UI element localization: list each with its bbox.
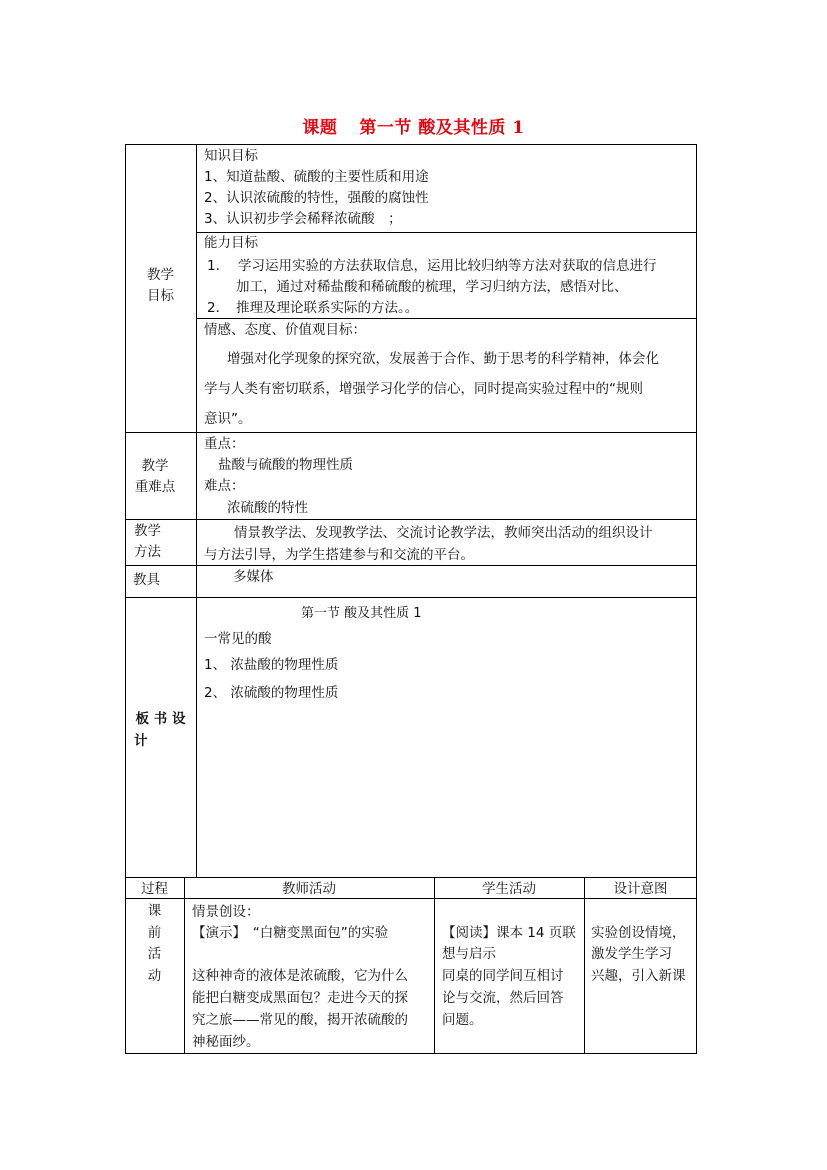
ability-item-number: 2．: [207, 300, 230, 316]
ability-item-text: 推理及理论联系实际的方法。。: [236, 300, 419, 316]
knowledge-heading: 知识目标: [204, 148, 258, 164]
row-divider: [196, 232, 697, 233]
row-divider: [125, 519, 697, 520]
board-line: 2、 浓硫酸的物理性质: [204, 685, 339, 701]
ability-item-text: 加工，通过对稀盐酸和稀硫酸的梳理，学习归纳方法，感悟对比、: [236, 279, 628, 295]
board-line: 1、 浓盐酸的物理性质: [204, 657, 339, 673]
methods-line: 与方法引导，为学生搭建参与和交流的平台。: [204, 547, 474, 563]
emotion-line: 增强对化学现象的探究欲，发展善于合作、勤于思考的科学精神，体会化: [227, 351, 659, 367]
student-line: 【阅读】课本 14 页联: [442, 925, 576, 941]
header-intent: 设计意图: [613, 881, 668, 897]
objectives-label-line1: 教学: [147, 267, 174, 283]
intent-line: 兴趣，引入新课: [591, 968, 686, 984]
stage-char: 课: [147, 903, 162, 919]
stage-char: 动: [147, 967, 162, 984]
process-column-divider: [434, 877, 435, 1054]
teacher-line: 能把白糖变成黑面包？走进今天的探: [192, 990, 408, 1006]
header-teacher: 教师活动: [282, 881, 336, 897]
lesson-plan-table: [125, 144, 697, 878]
title-main: 第一节 酸及其性质 1: [359, 118, 525, 138]
key-points-label-line2: 重难点: [134, 478, 176, 495]
teacher-line: 【演示】 “白糖变黑面包”的实验: [192, 925, 389, 941]
key-points-label: [125, 456, 185, 498]
tools-label: 教具: [133, 572, 160, 588]
methods-label-line1: 教学: [134, 523, 161, 539]
title-prefix: 课题: [302, 118, 338, 138]
row-divider: [125, 432, 697, 433]
knowledge-item: 1、知道盐酸、硫酸的主要性质和用途: [204, 169, 429, 185]
stage-char: 活: [147, 946, 162, 963]
stage-char: 前: [147, 924, 162, 941]
document-title: [0, 113, 827, 138]
difficult-heading: 难点：: [204, 478, 245, 494]
board-label-line2: 计: [134, 733, 148, 750]
board-line: 一常见的酸: [204, 631, 272, 647]
key-heading: 重点：: [204, 436, 245, 452]
teacher-line: 究之旅——常见的酸，揭开浓硫酸的: [192, 1012, 408, 1028]
methods-line: 情景教学法、发现教学法、交流讨论教学法，教师突出活动的组织设计: [234, 525, 653, 541]
key-text: 盐酸与硫酸的物理性质: [218, 457, 353, 473]
student-line: 同桌的同学间互相讨: [442, 968, 564, 984]
objectives-label: [125, 265, 196, 307]
board-label: [125, 708, 196, 753]
header-student: 学生活动: [482, 881, 536, 897]
methods-label: [125, 521, 170, 563]
student-line: 想与启示: [442, 946, 496, 962]
knowledge-item: 3、认识初步学会稀释浓硫酸 ；: [204, 211, 402, 227]
emotion-heading: 情感、态度、价值观目标：: [204, 322, 366, 338]
objectives-label-line2: 目标: [147, 287, 174, 304]
row-divider: [125, 565, 697, 566]
ability-heading: 能力目标: [204, 235, 258, 251]
stage-label: [125, 901, 184, 987]
column-divider: [196, 144, 197, 878]
header-process: 过程: [141, 881, 168, 897]
board-label-line1: 板 书 设: [135, 711, 186, 727]
tools-text: 多媒体: [233, 569, 274, 585]
key-points-label-line1: 教学: [141, 458, 169, 474]
methods-label-line2: 方法: [134, 543, 161, 560]
process-column-divider: [184, 877, 185, 1054]
teacher-line: 这种神奇的液体是浓硫酸，它为什么: [192, 968, 408, 984]
ability-item-number: 1．: [207, 258, 230, 274]
row-divider: [196, 318, 697, 319]
knowledge-item: 2、认识浓硫酸的特性，强酸的腐蚀性: [204, 190, 429, 206]
emotion-line: 意识”。: [204, 411, 252, 427]
teacher-line: 神秘面纱。: [192, 1034, 260, 1050]
student-line: 问题。: [442, 1012, 483, 1028]
row-divider: [125, 597, 697, 598]
emotion-line: 学与人类有密切联系，增强学习化学的信心，同时提高实验过程中的“规则: [204, 381, 643, 397]
process-column-divider: [584, 877, 585, 1054]
board-heading: 第一节 酸及其性质 1: [301, 606, 422, 621]
difficult-text: 浓硫酸的特性: [227, 500, 308, 516]
intent-line: 实验创设情境，: [591, 925, 686, 941]
ability-item-text: 学习运用实验的方法获取信息，运用比较归纳等方法对获取的信息进行: [238, 258, 657, 274]
intent-line: 激发学生学习: [591, 946, 672, 962]
teacher-line: 情景创设：: [192, 904, 260, 920]
student-line: 论与交流，然后回答: [442, 990, 564, 1006]
